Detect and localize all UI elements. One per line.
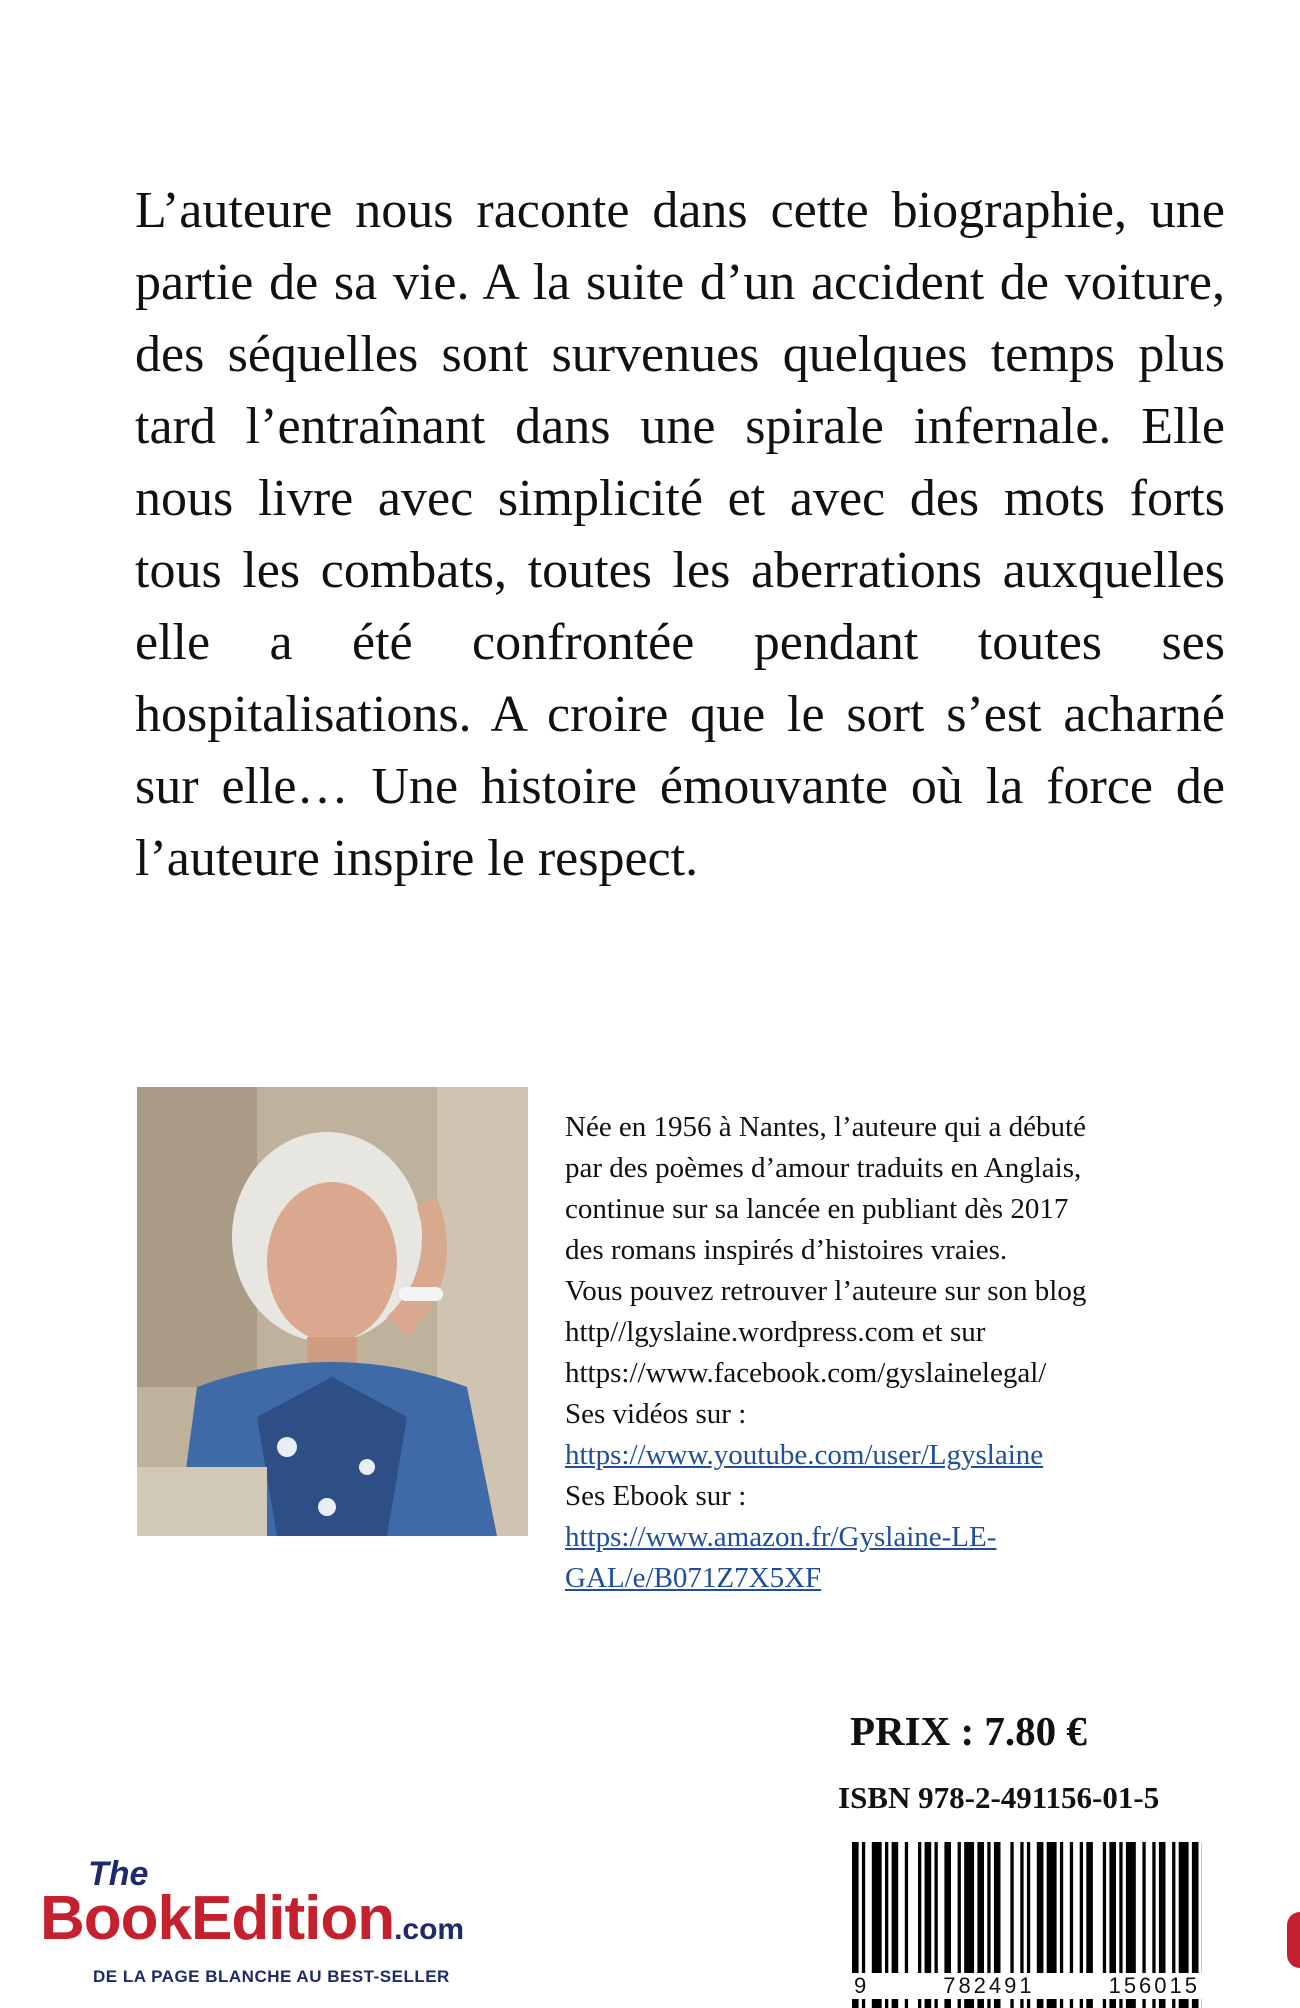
ebook-label: Ses Ebook sur : <box>565 1480 747 1512</box>
amazon-link-continued[interactable]: GAL/e/B071Z7X5XF <box>565 1562 822 1594</box>
bio-line: Ses vidéos sur : <box>565 1398 747 1430</box>
bio-line: Née en 1956 à Nantes, l’auteure qui a débuté <box>565 1111 1086 1143</box>
amazon-link[interactable]: https://www.amazon.fr/Gyslaine-LE- <box>565 1521 997 1553</box>
youtube-link[interactable]: https://www.youtube.com/user/Lgyslaine <box>565 1439 1044 1471</box>
bio-line: continue sur sa lancée en publiant dès 2017 <box>565 1193 1069 1225</box>
decorative-red-shape <box>1287 1912 1300 1968</box>
bio-line: https://www.facebook.com/gyslainelegal/ <box>565 1357 1047 1389</box>
logo-the: The <box>88 1855 149 1893</box>
isbn-label: ISBN 978-2-491156-01-5 <box>838 1780 1160 1815</box>
bio-line: http//lgyslaine.wordpress.com et sur <box>565 1316 986 1348</box>
author-bio <box>565 1107 1205 1599</box>
barcode-digit-group: 9 <box>854 1973 870 1998</box>
author-photo <box>137 1087 528 1536</box>
barcode-digit-group: 156015 <box>1108 1973 1200 1998</box>
logo-wordmark: BookEdition.com <box>40 1884 465 1953</box>
price-label: PRIX : 7.80 € <box>850 1708 1087 1754</box>
back-cover-blurb: L’auteure nous raconte dans cette biographie, une partie de sa vie. A la suite d’un accident de voiture, des séquelles sont survenues quelques temps plus tard l’entraînant dans une spirale infernale. Elle nous livre avec simplicité et avec des mots forts tous les combats, toutes les aberrations auxquelles elle a été confrontée pendant toutes ses hospitalisations. A croire que le sort s’est acharné sur elle… Une histoire émouvante où la force de l’auteure inspire le respect. <box>135 182 1225 887</box>
bio-line: par des poèmes d’amour traduits en Anglais, <box>565 1152 1082 1184</box>
bio-line: Vous pouvez retrouver l’auteure sur son blog <box>565 1275 1087 1307</box>
bio-line: des romans inspirés d’histoires vraies. <box>565 1234 1008 1266</box>
barcode-digit-group: 782491 <box>943 1973 1035 1998</box>
bookedition-logo <box>40 1855 540 1995</box>
barcode-digits <box>852 1973 1202 1999</box>
logo-tagline: DE LA PAGE BLANCHE AU BEST-SELLER <box>93 1967 450 1986</box>
